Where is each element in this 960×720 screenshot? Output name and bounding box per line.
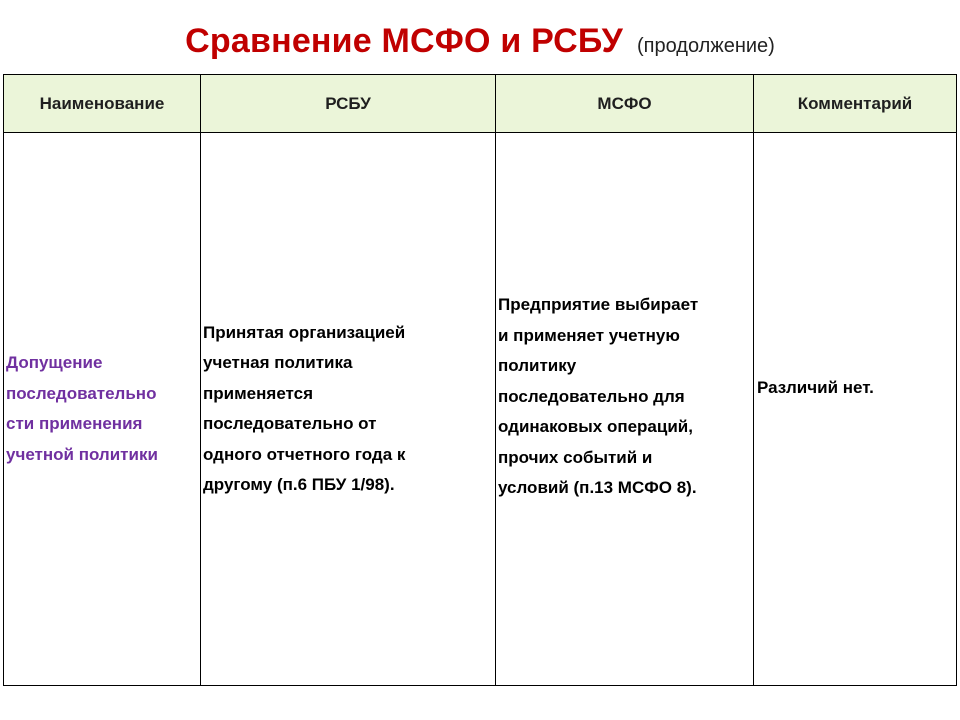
cell-rsbu-line: последовательно от	[203, 414, 377, 433]
header-comment: Комментарий	[754, 75, 957, 133]
cell-msfo-line: политику	[498, 356, 577, 376]
header-rsbu: РСБУ	[201, 75, 496, 133]
cell-rsbu-line: учетная политика	[203, 353, 353, 372]
slide-title	[0, 22, 960, 61]
cell-name-line: последовательно	[6, 383, 157, 403]
cell-rsbu-line: Принятая организацией	[203, 322, 406, 342]
cell-msfo-line: Предприятие выбирает	[498, 295, 699, 315]
cell-name-line: учетной политики	[6, 444, 158, 464]
cell-rsbu-line: одного отчетного года к	[203, 444, 406, 464]
cell-name-line: Допущение	[6, 353, 103, 372]
cell-comment-line: Различий нет.	[757, 378, 874, 397]
title-subtitle: (продолжение)	[637, 35, 775, 57]
header-name: Наименование	[4, 75, 201, 133]
cell-name	[4, 133, 201, 686]
cell-comment	[754, 133, 957, 686]
header-msfo: МСФО	[496, 75, 754, 133]
cell-msfo-line: прочих событий и	[498, 447, 653, 467]
cell-msfo	[496, 133, 754, 686]
comparison-table	[3, 74, 957, 686]
cell-msfo-line: и применяет учетную	[498, 325, 680, 345]
cell-msfo-line: одинаковых операций,	[498, 417, 693, 437]
cell-rsbu-line: другому (п.6 ПБУ 1/98).	[203, 475, 395, 494]
cell-msfo-line: условий (п.13 МСФО 8).	[498, 478, 697, 498]
table-header-row	[4, 75, 957, 133]
cell-msfo-line: последовательно для	[498, 386, 685, 406]
title-main: Сравнение МСФО и РСБУ	[185, 22, 623, 60]
cell-rsbu-line: применяется	[203, 383, 314, 403]
cell-rsbu	[201, 133, 496, 686]
table-row	[4, 133, 957, 686]
cell-name-line: сти применения	[6, 414, 143, 433]
